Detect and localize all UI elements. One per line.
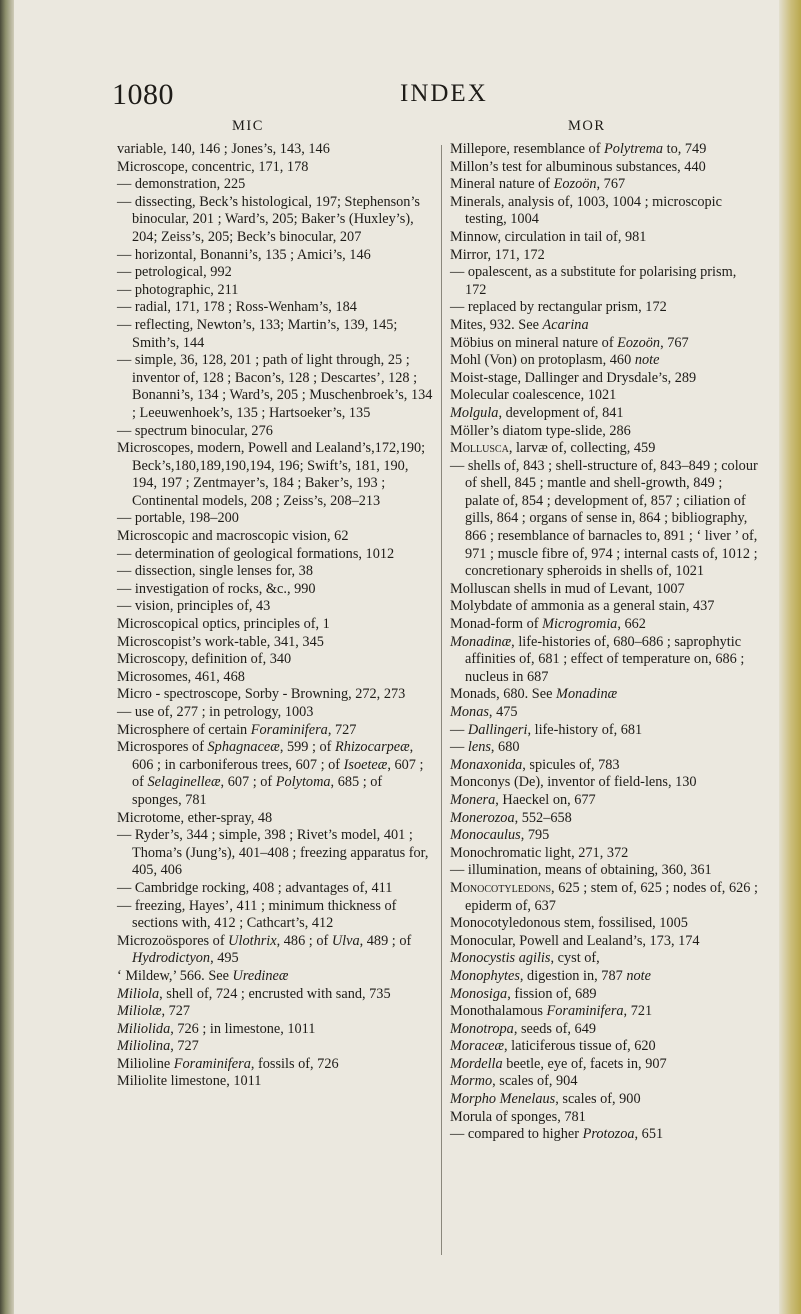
index-entry: — demonstration, 225 xyxy=(117,176,246,193)
index-column-right xyxy=(450,141,758,1144)
index-entry: Microzoöspores of Ulothrix, 486 ; of Ulva, 489 ; of Hydrodictyon, 495 xyxy=(117,932,412,967)
index-entry: Monocular, Powell and Lealand’s, 173, 174 xyxy=(450,932,700,949)
index-entry: Microscopist’s work-table, 341, 345 xyxy=(117,633,324,650)
index-entry: Miliolida, 726 ; in limestone, 1011 xyxy=(117,1020,316,1037)
index-entry: Mineral nature of Eozoön, 767 xyxy=(450,176,626,193)
index-entry: Mites, 932. See Acarina xyxy=(450,316,589,333)
running-head xyxy=(0,78,801,118)
page-number: 1080 xyxy=(112,78,174,111)
index-entry: — horizontal, Bonanni’s, 135 ; Amici’s, 146 xyxy=(117,246,371,263)
index-entry: ‘ Mildew,’ 566. See Uredineæ xyxy=(117,967,289,984)
index-entry: — Cambridge rocking, 408 ; advantages of, 411 xyxy=(117,879,393,896)
index-entry: Mohl (Von) on protoplasm, 460 note xyxy=(450,352,660,369)
index-entry: — reflecting, Newton’s, 133; Martin’s, 139, 145; Smith’s, 144 xyxy=(117,316,398,351)
index-entry: — replaced by rectangular prism, 172 xyxy=(450,299,667,316)
index-entry: Monocystis agilis, cyst of, xyxy=(450,950,600,967)
index-entry: Möller’s diatom type-slide, 286 xyxy=(450,422,631,439)
index-entry: — shells of, 843 ; shell-structure of, 843–849 ; colour of shell, 845 ; mantle and shell-growth, 849 ; palate of, 854 ; development of, 857 ; ciliation of gills, 864 ; organs of sense in, 864 ; bibliography, 866 ; resemblance of barnacles to, 891 ; ‘ liver ’ of, 971 ; muscle fibre of, 974 ; internal casts of, 1012 ; concretionary spheroids in shells of, 1021 xyxy=(450,457,758,580)
index-entry: Monosiga, fission of, 689 xyxy=(450,985,597,1002)
index-entry: Microscopy, definition of, 340 xyxy=(117,651,292,668)
scan-edge-left xyxy=(0,0,14,1314)
index-entry: Mordella beetle, eye of, facets in, 907 xyxy=(450,1055,667,1072)
column-divider xyxy=(441,145,442,1255)
index-entry: Monadinæ, life-histories of, 680–686 ; saprophytic affinities of, 681 ; effect of temperature on, 686 ; nucleus in 687 xyxy=(450,633,745,685)
index-entry: Monocotyledonous stem, fossilised, 1005 xyxy=(450,915,688,932)
index-entry: — spectrum binocular, 276 xyxy=(117,422,273,439)
index-entry: Microscopic and macroscopic vision, 62 xyxy=(117,528,349,545)
index-entry: Miliolite limestone, 1011 xyxy=(117,1073,262,1090)
index-entry: — illumination, means of obtaining, 360, 361 xyxy=(450,862,712,879)
index-entry: Monochromatic light, 271, 372 xyxy=(450,844,629,861)
index-entry: — radial, 171, 178 ; Ross-Wenham’s, 184 xyxy=(117,299,357,316)
index-entry: — petrological, 992 xyxy=(117,264,232,281)
index-entry: Monads, 680. See Monadinæ xyxy=(450,686,618,703)
index-entry: Miliolina, 727 xyxy=(117,1038,199,1055)
index-entry: — portable, 198–200 xyxy=(117,510,239,527)
index-entry: Monothalamous Foraminifera, 721 xyxy=(450,1003,653,1020)
index-entry: Moist-stage, Dallinger and Drysdale’s, 289 xyxy=(450,369,697,386)
index-entry: Molybdate of ammonia as a general stain, 437 xyxy=(450,598,715,615)
index-entry: Molgula, development of, 841 xyxy=(450,404,624,421)
index-entry: — Ryder’s, 344 ; simple, 398 ; Rivet’s model, 401 ; Thoma’s (Jung’s), 401–408 ; freezing apparatus for, 405, 406 xyxy=(117,827,429,879)
index-entry: — freezing, Hayes’, 411 ; minimum thickness of sections with, 412 ; Cathcart’s, 412 xyxy=(117,897,397,932)
index-entry: Monaxonida, spicules of, 783 xyxy=(450,756,620,773)
index-entry: — use of, 277 ; in petrology, 1003 xyxy=(117,704,314,720)
index-entry: variable, 140, 146 ; Jones’s, 143, 146 xyxy=(117,141,330,157)
index-entry: — opalescent, as a substitute for polarising prism, 172 xyxy=(450,264,737,298)
index-entry: Moraceæ, laticiferous tissue of, 620 xyxy=(450,1038,656,1055)
index-entry: — investigation of rocks, &c., 990 xyxy=(117,580,316,597)
index-entry: Molecular coalescence, 1021 xyxy=(450,387,617,404)
index-entry: — photographic, 211 xyxy=(117,281,239,298)
index-entry: Microtome, ether-spray, 48 xyxy=(117,809,273,826)
index-entry: Minerals, analysis of, 1003, 1004 ; microscopic testing, 1004 xyxy=(450,193,722,228)
index-entry: — dissecting, Beck’s histological, 197; Stephenson’s binocular, 201 ; Ward’s, 205; Baker’s (Huxley’s), 204; Zeiss’s, 205; Beck’s binocular, 207 xyxy=(117,193,420,245)
index-entry: Milioline Foraminifera, fossils of, 726 xyxy=(117,1055,339,1072)
index-entry: Monocaulus, 795 xyxy=(450,827,550,844)
index-entry: Mormo, scales of, 904 xyxy=(450,1073,578,1090)
index-entry: Monocotyledons, 625 ; stem of, 625 ; nodes of, 626 ; epiderm of, 637 xyxy=(450,879,758,914)
index-entry: Morpho Menelaus, scales of, 900 xyxy=(450,1091,641,1108)
index-entry: — vision, principles of, 43 xyxy=(117,598,271,615)
index-entry: Mirror, 171, 172 xyxy=(450,246,545,263)
index-entry: Millepore, resemblance of Polytrema to, 749 xyxy=(450,141,707,157)
right-column-guide-word: MOR xyxy=(568,118,606,134)
index-entry: Miliola, shell of, 724 ; encrusted with sand, 735 xyxy=(117,985,391,1002)
index-entry: Millon’s test for albuminous substances, 440 xyxy=(450,158,706,175)
page-title: INDEX xyxy=(400,80,488,107)
index-entry: — compared to higher Protozoa, 651 xyxy=(450,1126,664,1143)
index-entry: — determination of geological formations, 1012 xyxy=(117,545,395,562)
index-entry: Molluscan shells in mud of Levant, 1007 xyxy=(450,580,685,597)
index-entry: Monas, 475 xyxy=(450,704,518,720)
index-entry: Microscopes, modern, Powell and Lealand’s,172,190; Beck’s,180,189,190,194, 196; Swift’s, 181, 190, 194, 197 ; Zentmayer’s, 184 ; Baker’s, 193 ; Continental models, 208 ; Zeiss’s, 208–213 xyxy=(117,440,426,509)
index-column-left xyxy=(117,141,435,1091)
index-entry: Monophytes, digestion in, 787 note xyxy=(450,967,651,984)
index-entry: Microspores of Sphagnaceæ, 599 ; of Rhizocarpeæ, 606 ; in carboniferous trees, 607 ; of Isoeteæ, 607 ; of Selaginelleæ, 607 ; of Polytoma, 685 ; of sponges, 781 xyxy=(117,739,424,808)
index-entry: Microscope, concentric, 171, 178 xyxy=(117,158,309,175)
index-entry: Monad-form of Microgromia, 662 xyxy=(450,616,646,633)
index-entry: Minnow, circulation in tail of, 981 xyxy=(450,228,647,245)
index-entry: Microsomes, 461, 468 xyxy=(117,668,245,685)
index-entry: Miliolæ, 727 xyxy=(117,1003,191,1020)
index-entry: Monconys (De), inventor of field-lens, 130 xyxy=(450,774,697,791)
index-entry: Microsphere of certain Foraminifera, 727 xyxy=(117,721,357,738)
index-entry: Monera, Haeckel on, 677 xyxy=(450,791,596,808)
index-entry: Monotropa, seeds of, 649 xyxy=(450,1020,597,1037)
index-entry: — lens, 680 xyxy=(450,739,520,756)
index-entry: Microscopical optics, principles of, 1 xyxy=(117,616,330,633)
index-entry: — dissection, single lenses for, 38 xyxy=(117,563,313,580)
index-entry: Morula of sponges, 781 xyxy=(450,1108,586,1125)
index-entry: — Dallingeri, life-history of, 681 xyxy=(450,721,643,738)
index-entry: Micro - spectroscope, Sorby - Browning, 272, 273 xyxy=(117,686,406,703)
index-entry: Monerozoa, 552–658 xyxy=(450,809,572,826)
index-entry: — simple, 36, 128, 201 ; path of light through, 25 ; inventor of, 128 ; Bacon’s, 128 ; Descartes’, 128 ; Bonanni’s, 134 ; Ward’s, 205 ; Muschenbroek’s, 134 ; Leeuwenhoek’s, 135 ; Hartsoeker’s, 135 xyxy=(117,352,433,421)
left-column-guide-word: MIC xyxy=(232,118,264,134)
index-entry: Möbius on mineral nature of Eozoön, 767 xyxy=(450,334,689,351)
scan-edge-right xyxy=(779,0,801,1314)
index-entry: Mollusca, larvæ of, collecting, 459 xyxy=(450,440,656,457)
